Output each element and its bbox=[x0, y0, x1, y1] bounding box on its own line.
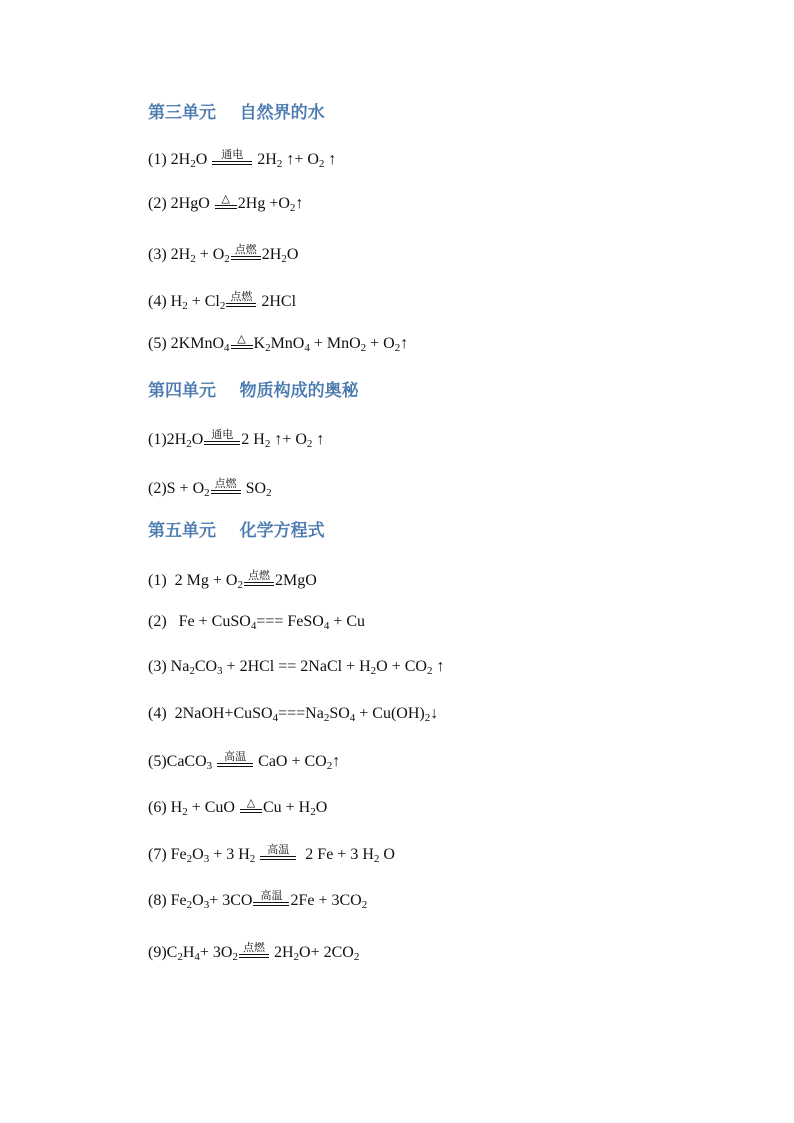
equation-5-1: (1) 2 $Mg + O_2$ 点燃 2MgO bbox=[148, 569, 317, 591]
equation-5-9: $(9)C_2H_4+ 3O_2$ 点燃 $2H_2O+ 2CO_2$ bbox=[148, 941, 360, 963]
condition-ignite: 点燃 bbox=[239, 941, 269, 963]
equation-3-3: (3) $2H_2 + O_2$ 点燃 $2H_2O$ bbox=[148, 243, 299, 265]
equation-3-2: (2) 2HgO △ $2Hg +O_2↑$ bbox=[148, 192, 304, 214]
equation-4-1: $(1)2H_2O$ 通电 2 $H_2$ ↑+ $O_2$ ↑ bbox=[148, 428, 325, 450]
condition-ignite: 点燃 bbox=[226, 290, 256, 312]
condition-high-temp: 高温 bbox=[260, 843, 296, 865]
condition-high-temp: 高温 bbox=[217, 750, 253, 772]
equation-3-1: (1) $2H_2O$ 通电 $2H_2$ ↑+ $O_2$ ↑ bbox=[148, 148, 337, 170]
equation-3-4: (4) $H_2 + Cl_2$ 点燃 2HCl bbox=[148, 290, 297, 312]
condition-electric: 通电 bbox=[204, 428, 240, 450]
condition-ignite: 点燃 bbox=[244, 569, 274, 591]
condition-heat: △ bbox=[215, 192, 237, 214]
condition-heat: △ bbox=[231, 332, 253, 354]
section-heading-unit-5: 第五单元 化学方程式 bbox=[148, 521, 325, 541]
equation-5-4: (4) $2NaOH+CuSO_4===Na_2SO_4$ + $Cu(OH)_2↓$ bbox=[148, 705, 439, 724]
section-heading-unit-3: 第三单元 自然界的水 bbox=[148, 103, 325, 123]
condition-ignite: 点燃 bbox=[211, 477, 241, 499]
condition-high-temp: 高温 bbox=[253, 889, 289, 911]
equation-4-2: $(2)S + O_2$ 点燃 $SO_2$ bbox=[148, 477, 272, 499]
equation-3-5: (5) 2KMnO$_4$ △ $K_2MnO_4 + MnO_2$ + $O_2↑$ bbox=[148, 332, 409, 354]
condition-electric: 通电 bbox=[212, 148, 252, 170]
equation-5-2: (2) Fe + CuSO$_4$=== FeSO$_4$ + Cu bbox=[148, 613, 366, 632]
equation-5-5: (5)CaCO$_3$ 高温 CaO + $CO_2↑$ bbox=[148, 750, 341, 772]
condition-ignite: 点燃 bbox=[231, 243, 261, 265]
equation-5-8: (8) $Fe_2O_3+ 3CO$ 高温 $2Fe + 3CO_2$ bbox=[148, 889, 368, 911]
section-heading-unit-4: 第四单元 物质构成的奥秘 bbox=[148, 381, 359, 401]
condition-heat: △ bbox=[240, 796, 262, 818]
equation-5-6: (6) $H_2$ + CuO △ $Cu + H_2O$ bbox=[148, 796, 328, 818]
equation-5-7: (7) $Fe_2O_3 + 3$ $H_2$ 高温 2 Fe + 3 $H_2$ O bbox=[148, 843, 395, 865]
equation-5-3: (3) $Na_2CO_3 + 2HCl$ == 2NaCl + $H_2O + CO_2$ ↑ bbox=[148, 658, 445, 677]
